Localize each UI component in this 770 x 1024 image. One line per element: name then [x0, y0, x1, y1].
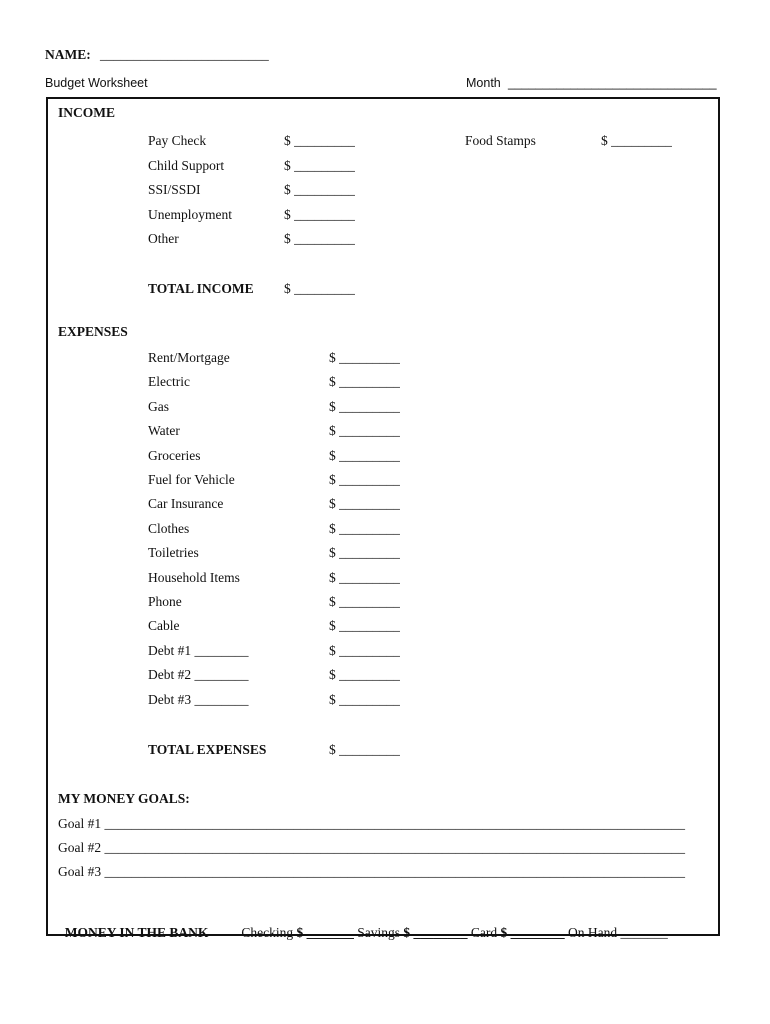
total-income-label: TOTAL INCOME [148, 281, 254, 296]
expense-item-label: Rent/Mortgage [148, 350, 230, 365]
income-item-label: Child Support [148, 158, 225, 173]
goal-line[interactable]: Goal #2 ______________________________________________________________________________________ [58, 840, 685, 855]
worksheet-title: Budget Worksheet [45, 76, 148, 90]
income-item-label: Other [148, 231, 179, 246]
bank-row [58, 909, 668, 941]
checking-field[interactable]: $ _______ [296, 925, 354, 940]
expenses-heading: EXPENSES [58, 324, 128, 339]
expense-item-label: Cable [148, 618, 180, 633]
income-item-amount[interactable]: $ _________ [284, 207, 355, 222]
expense-item-label: Toiletries [148, 545, 199, 560]
expense-item-label: Debt #2 ________ [148, 667, 249, 682]
name-field[interactable]: _________________________ [100, 47, 269, 62]
income-item-amount[interactable]: $ _________ [284, 182, 355, 197]
on-hand-label: On Hand [568, 925, 618, 940]
name-label: NAME: [45, 47, 91, 62]
expense-item-amount[interactable]: $ _________ [329, 448, 400, 463]
goal-line[interactable]: Goal #1 ______________________________________________________________________________________ [58, 816, 685, 831]
expense-item-amount[interactable]: $ _________ [329, 667, 400, 682]
checking-label: Checking [241, 925, 294, 940]
expense-item-label: Fuel for Vehicle [148, 472, 235, 487]
income-item-amount[interactable]: $ _________ [284, 158, 355, 173]
expense-item-amount[interactable]: $ _________ [329, 594, 400, 609]
month-field[interactable]: ______________________________ [508, 76, 717, 90]
total-income-amount[interactable]: $ _________ [284, 281, 355, 296]
expense-item-amount[interactable]: $ _________ [329, 496, 400, 511]
month-label: Month [466, 76, 501, 90]
expense-item-label: Debt #3 ________ [148, 692, 249, 707]
expense-item-amount[interactable]: $ _________ [329, 472, 400, 487]
expense-item-amount[interactable]: $ _________ [329, 399, 400, 414]
income-item-label: Pay Check [148, 133, 207, 148]
expense-item-label: Debt #1 ________ [148, 643, 249, 658]
expense-item-amount[interactable]: $ _________ [329, 423, 400, 438]
bank-heading: MONEY IN THE BANK [64, 925, 209, 940]
expense-item-amount[interactable]: $ _________ [329, 521, 400, 536]
goals-heading: MY MONEY GOALS: [58, 791, 190, 806]
expense-item-amount[interactable]: $ _________ [329, 692, 400, 707]
income-item-amount[interactable]: $ _________ [284, 133, 355, 148]
card-label: Card [470, 925, 498, 940]
expense-item-label: Phone [148, 594, 182, 609]
total-expenses-label: TOTAL EXPENSES [148, 742, 267, 757]
income-heading: INCOME [58, 105, 115, 120]
expense-item-amount[interactable]: $ _________ [329, 618, 400, 633]
food-stamps-amount[interactable]: $ _________ [601, 133, 672, 148]
total-expenses-amount[interactable]: $ _________ [329, 742, 400, 757]
goal-line[interactable]: Goal #3 ______________________________________________________________________________________ [58, 864, 685, 879]
expense-item-label: Clothes [148, 521, 190, 536]
savings-field[interactable]: $ ________ [403, 925, 468, 940]
expense-item-amount[interactable]: $ _________ [329, 350, 400, 365]
expense-item-label: Car Insurance [148, 496, 224, 511]
food-stamps-label: Food Stamps [465, 133, 536, 148]
expense-item-label: Gas [148, 399, 169, 414]
expense-item-amount[interactable]: $ _________ [329, 570, 400, 585]
income-item-label: SSI/SSDI [148, 182, 201, 197]
expense-item-amount[interactable]: $ _________ [329, 545, 400, 560]
savings-label: Savings [357, 925, 401, 940]
income-item-label: Unemployment [148, 207, 232, 222]
expense-item-label: Household Items [148, 570, 240, 585]
expense-item-amount[interactable]: $ _________ [329, 643, 400, 658]
expense-item-label: Groceries [148, 448, 201, 463]
expense-item-amount[interactable]: $ _________ [329, 374, 400, 389]
card-field[interactable]: $ ________ [500, 925, 565, 940]
expense-item-label: Electric [148, 374, 190, 389]
expense-item-label: Water [148, 423, 180, 438]
on-hand-field[interactable]: _______ [620, 925, 668, 940]
income-item-amount[interactable]: $ _________ [284, 231, 355, 246]
